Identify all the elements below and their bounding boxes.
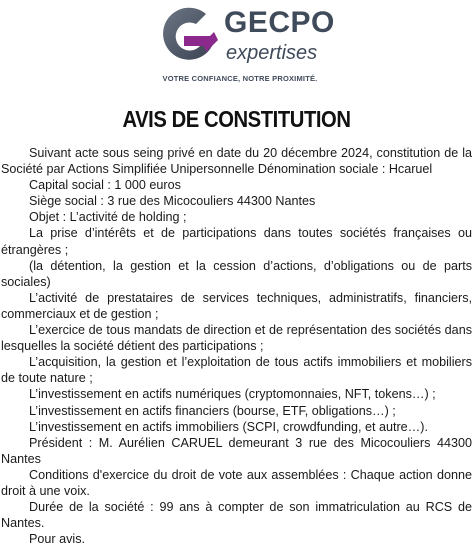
notice-body bbox=[1, 145, 472, 547]
paragraph-duree: Durée de la société : 99 ans à compter de son immatriculation au RCS de Nantes. bbox=[1, 500, 472, 531]
paragraph-detention: (la détention, la gestion et la cession d’actions, d’obligations ou de parts sociales) bbox=[1, 258, 472, 289]
paragraph-mandats: L’exercice de tous mandats de direction et de représentation des sociétés dans lesquelles la société détient des participations ; bbox=[1, 323, 472, 354]
paragraph-participations: La prise d’intérêts et de participations dans toutes sociétés françaises ou étrangères ; bbox=[1, 226, 472, 257]
company-logo bbox=[150, 4, 335, 86]
logo-tagline: VOTRE CONFIANCE, NOTRE PROXIMITÉ. bbox=[162, 74, 318, 83]
paragraph-acquisition: L’acquisition, la gestion et l’exploitation de tous actifs immobiliers et mobiliers de toute nature ; bbox=[1, 355, 472, 386]
paragraph-objet: Objet : L’activité de holding ; bbox=[29, 210, 187, 225]
paragraph-prestations: L’activité de prestataires de services techniques, administratifs, financiers, commerciaux et de gestion ; bbox=[1, 290, 472, 321]
paragraph-president: Président : M. Aurélien CARUEL demeurant 3 rue des Micocouliers 44300 Nantes bbox=[1, 435, 472, 466]
paragraph-capital: Capital social : 1 000 euros bbox=[29, 178, 181, 193]
paragraph-droit-vote: Conditions d'exercice du droit de vote aux assemblées : Chaque action donne droit à une voix. bbox=[1, 467, 472, 498]
paragraph-actifs-immobiliers: L’investissement en actifs immobiliers (SCPI, crowdfunding, et autre…). bbox=[29, 419, 428, 434]
notice-title: AVIS DE CONSTITUTION bbox=[122, 106, 351, 132]
paragraph-pour-avis: Pour avis. bbox=[29, 532, 85, 547]
paragraph-siege: Siège social : 3 rue des Micocouliers 44300 Nantes bbox=[29, 194, 316, 209]
gecpo-logo-icon bbox=[160, 6, 218, 68]
paragraph-actifs-numeriques: L’investissement en actifs numériques (cryptomonnaies, NFT, tokens…) ; bbox=[29, 387, 436, 402]
logo-subtitle: expertises bbox=[226, 42, 318, 64]
logo-name: GECPO bbox=[224, 6, 335, 39]
paragraph-constitution: Suivant acte sous seing privé en date du 20 décembre 2024, constitution de la Société par Actions Simplifiée Unipersonnelle Dénomination sociale : Hcaruel bbox=[1, 146, 472, 177]
paragraph-actifs-financiers: L’investissement en actifs financiers (bourse, ETF, obligations…) ; bbox=[29, 403, 396, 418]
